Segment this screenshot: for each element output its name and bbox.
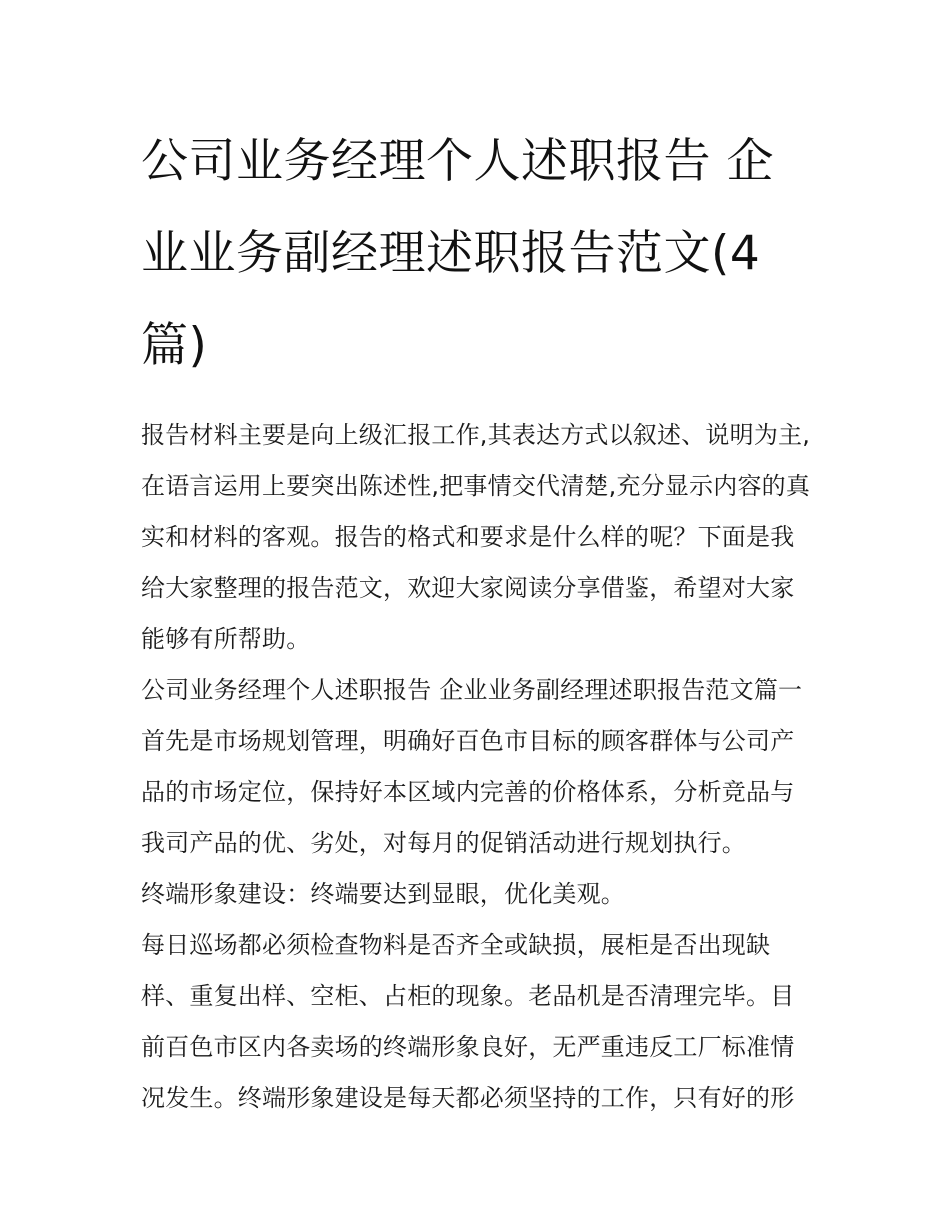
document-title: 公司业务经理个人述职报告 企业业务副经理述职报告范文(4篇) bbox=[141, 134, 774, 373]
market-planning-paragraph: 首先是市场规划管理，明确好百色市目标的顾客群体与公司产品的市场定位，保持好本区域内完善的价格体系，分析竞品与我司产品的优、劣处，对每月的促销活动进行规划执行。 bbox=[141, 727, 795, 857]
terminal-image-heading: 终端形象建设：终端要达到显眼，优化美观。 bbox=[141, 880, 625, 908]
intro-paragraph: 报告材料主要是向上级汇报工作,其表达方式以叙述、说明为主,在语言运用上要突出陈述性,把事情交代清楚,充分显示内容的真实和材料的客观。报告的格式和要求是什么样的呢？下面是我给大家整理的报告范文，欢迎大家阅读分享借鉴，希望对大家能够有所帮助。 bbox=[141, 421, 811, 653]
section-heading-one: 公司业务经理个人述职报告 企业业务副经理述职报告范文篇一 bbox=[141, 676, 803, 704]
document-body bbox=[141, 116, 816, 1124]
daily-inspection-paragraph: 每日巡场都必须检查物料是否齐全或缺损，展柜是否出现缺样、重复出样、空柜、占柜的现象。老品机是否清理完毕。目前百色市区内各卖场的终端形象良好，无严重违反工厂标准情况发生。终端形象建设是每天都必须坚持的工作，只有好的形 bbox=[141, 931, 795, 1112]
